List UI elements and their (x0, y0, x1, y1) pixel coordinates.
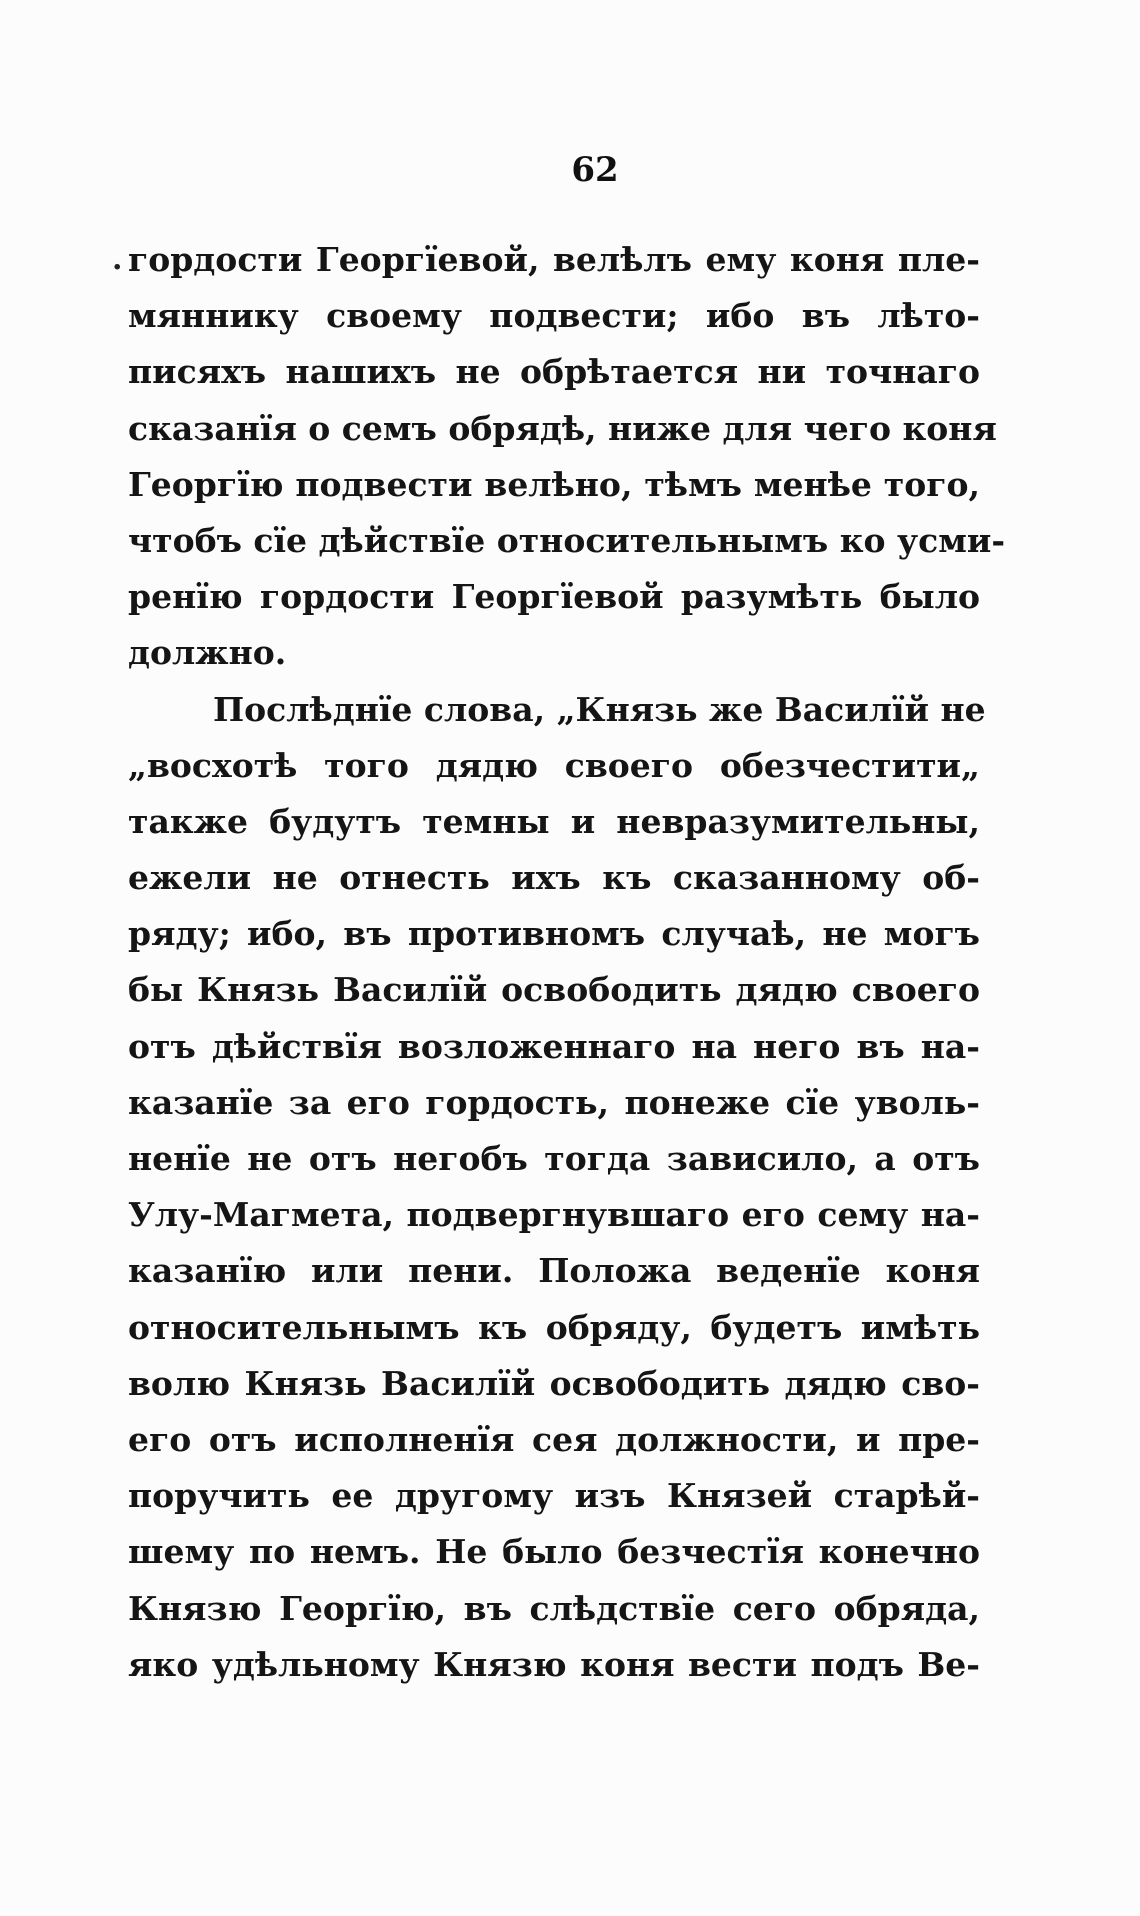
text-line: поручить ее другому изъ Князей старѣй- (128, 1476, 980, 1516)
text-line: также будутъ темны и невразумительны, (128, 801, 980, 841)
text-line: писяхъ нашихъ не обрѣтается ни точнаго (128, 352, 980, 392)
text-line: ежели не отнесть ихъ къ сказанному об- (128, 858, 980, 898)
text-line: Улу-Магмета, подвергнувшаго его сему на- (128, 1195, 980, 1235)
text-line: шему по немъ. Не было безчестїя конечно (128, 1532, 980, 1572)
text-line: волю Князь Василїй освободить дядю сво- (128, 1363, 980, 1403)
paragraph-first-line: Послѣднїе слова, „Князь же Василїй не (213, 689, 986, 729)
text-line: бы Князь Василїй освободить дядю своего (128, 970, 980, 1010)
page-text (112, 232, 1006, 1693)
page-number: 62 (571, 150, 619, 190)
text-line: сказанїя о семъ обрядѣ, ниже для чего коня (128, 408, 997, 448)
text-line: Георгїю подвести велѣно, тѣмъ менѣе того, (128, 464, 980, 504)
text-line: чтобъ сїе дѣйствїе относительнымъ ко усми- (128, 520, 1006, 560)
text-line: мяннику своему подвести; ибо въ лѣто- (128, 296, 980, 336)
text-line: Князю Георгїю, въ слѣдствїе сего обряда, (128, 1588, 980, 1628)
text-line: казанїю или пени. Положа веденїе коня (128, 1251, 980, 1291)
text-line: ряду; ибо, въ противномъ случаѣ, не могъ (128, 914, 980, 954)
text-line-content: гордости Георгїевой, велѣлъ ему коня пле- (128, 240, 980, 279)
text-line: казанїе за его гордость, понеже сїе уволь- (128, 1082, 980, 1122)
text-line: должно. (128, 633, 287, 673)
margin-mark: . (112, 242, 123, 277)
text-line (112, 232, 980, 288)
text-line: яко удѣльному Князю коня вести подъ Ве- (128, 1644, 980, 1684)
text-line: его отъ исполненїя сея должности, и пре- (128, 1419, 980, 1459)
text-line: ренїю гордости Георгїевой разумѣть было (128, 577, 980, 617)
text-line: „восхотѣ того дядю своего обезчестити„ (128, 745, 980, 785)
text-line: ненїе не отъ негобъ тогда зависило, а отъ (128, 1139, 980, 1178)
text-line: отъ дѣйствїя возложеннаго на него въ на- (128, 1026, 980, 1066)
text-line: относительнымъ къ обряду, будетъ имѣть (128, 1307, 980, 1347)
